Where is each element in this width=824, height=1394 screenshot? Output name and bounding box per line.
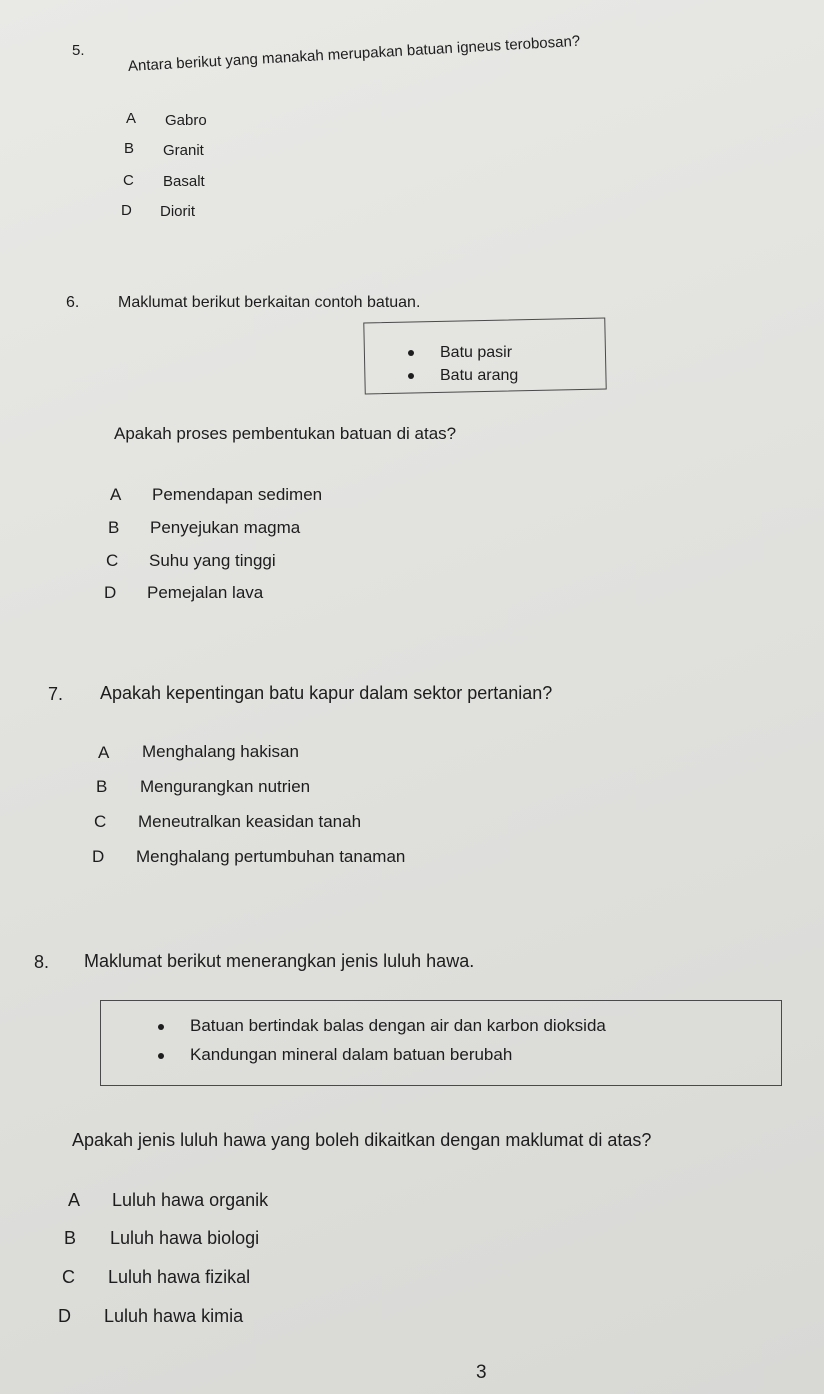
option-c[interactable]: Meneutralkan keasidan tanah bbox=[138, 812, 362, 831]
option-b[interactable]: Luluh hawa biologi bbox=[110, 1228, 260, 1248]
question-prompt: Apakah jenis luluh hawa yang boleh dikaitkan dengan maklumat di atas? bbox=[72, 1130, 652, 1150]
option-letter-c: C bbox=[62, 1267, 75, 1287]
box-item: Batu pasir bbox=[408, 344, 512, 362]
option-b[interactable]: Mengurangkan nutrien bbox=[140, 777, 311, 796]
question-text: Maklumat berikut menerangkan jenis luluh hawa. bbox=[84, 951, 475, 971]
option-d[interactable]: Diorit bbox=[160, 203, 196, 220]
option-letter-d: D bbox=[121, 202, 132, 219]
option-b[interactable]: Penyejukan magma bbox=[150, 518, 301, 537]
option-d[interactable]: Luluh hawa kimia bbox=[104, 1306, 244, 1326]
box-item: Kandungan mineral dalam batuan berubah bbox=[158, 1045, 512, 1065]
option-d[interactable]: Menghalang pertumbuhan tanaman bbox=[136, 847, 406, 866]
option-c[interactable]: Basalt bbox=[163, 173, 205, 190]
option-letter-b: B bbox=[124, 140, 135, 157]
question-text: Maklumat berikut berkaitan contoh batuan. bbox=[118, 294, 421, 311]
option-a[interactable]: Luluh hawa organik bbox=[112, 1190, 269, 1210]
option-letter-c: C bbox=[94, 812, 107, 831]
box-item: Batuan bertindak balas dengan air dan karbon dioksida bbox=[158, 1016, 606, 1036]
bullet-icon bbox=[158, 1053, 164, 1059]
option-c[interactable]: Suhu yang tinggi bbox=[149, 551, 276, 570]
question-number: 7. bbox=[48, 684, 64, 704]
option-a[interactable]: Gabro bbox=[165, 112, 207, 129]
option-letter-a: A bbox=[126, 110, 137, 127]
box-item: Batu arang bbox=[408, 367, 518, 385]
option-letter-a: A bbox=[110, 485, 122, 504]
option-letter-a: A bbox=[68, 1190, 81, 1210]
question-text: Apakah kepentingan batu kapur dalam sektor pertanian? bbox=[100, 683, 553, 703]
question-text: Antara berikut yang manakah merupakan batuan igneus terobosan? bbox=[127, 32, 581, 75]
info-box bbox=[100, 1000, 782, 1086]
question-number: 5. bbox=[72, 42, 85, 59]
option-letter-b: B bbox=[64, 1228, 77, 1248]
question-number: 8. bbox=[34, 952, 50, 972]
option-letter-d: D bbox=[58, 1306, 71, 1326]
option-letter-d: D bbox=[104, 583, 117, 602]
option-letter-a: A bbox=[98, 743, 110, 762]
option-letter-b: B bbox=[108, 518, 120, 537]
option-a[interactable]: Menghalang hakisan bbox=[142, 742, 299, 761]
page-number: 3 bbox=[476, 1362, 487, 1383]
option-d[interactable]: Pemejalan lava bbox=[147, 583, 264, 602]
option-a[interactable]: Pemendapan sedimen bbox=[152, 485, 323, 504]
option-letter-b: B bbox=[96, 777, 108, 796]
question-number: 6. bbox=[66, 294, 80, 311]
option-letter-c: C bbox=[123, 172, 134, 189]
option-letter-d: D bbox=[92, 847, 105, 866]
option-b[interactable]: Granit bbox=[163, 142, 204, 159]
bullet-icon bbox=[408, 350, 414, 356]
bullet-icon bbox=[158, 1024, 164, 1030]
option-letter-c: C bbox=[106, 551, 119, 570]
option-c[interactable]: Luluh hawa fizikal bbox=[108, 1267, 251, 1287]
bullet-icon bbox=[408, 373, 414, 379]
question-prompt: Apakah proses pembentukan batuan di atas? bbox=[114, 424, 457, 443]
